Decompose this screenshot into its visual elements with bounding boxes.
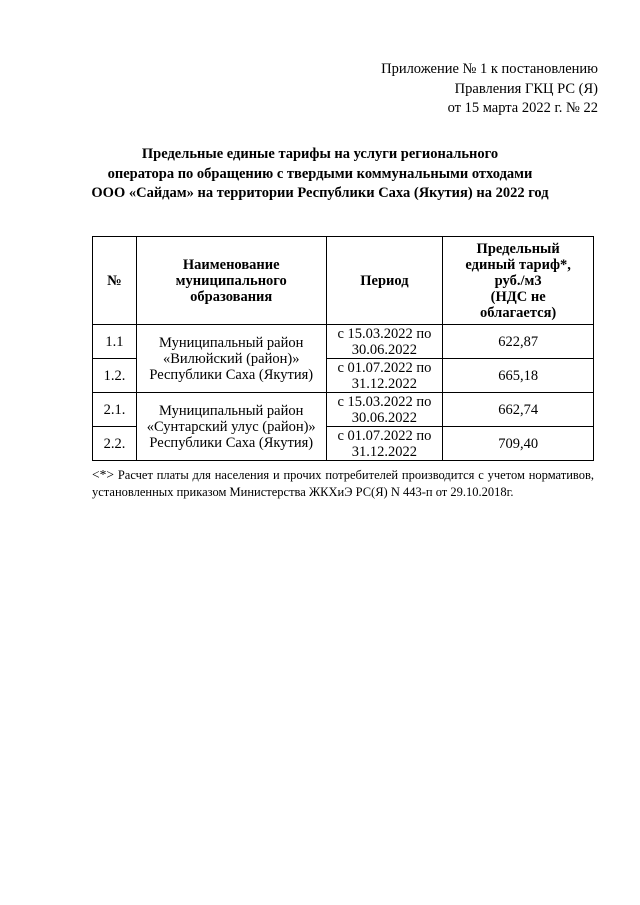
header-text: облагается) xyxy=(480,304,557,321)
header-period: Период xyxy=(326,237,443,325)
header-text: единый тариф*, xyxy=(465,256,571,273)
municipality-text: «Сунтарский улус (район)» xyxy=(146,418,316,435)
tariff-value: 709,40 xyxy=(443,427,594,461)
municipality-text: Республики Саха (Якутия) xyxy=(149,434,314,451)
municipality-cell xyxy=(136,393,326,461)
header-municipality xyxy=(136,237,326,325)
period-text: 30.06.2022 xyxy=(351,341,418,358)
tariff-table xyxy=(92,236,594,461)
footnote-mark: <*> xyxy=(92,467,114,482)
period-text: 31.12.2022 xyxy=(351,443,418,460)
row-number: 2.2. xyxy=(93,427,137,461)
municipality-text: Муниципальный район xyxy=(159,402,304,419)
period-cell xyxy=(326,359,443,393)
tariff-value: 665,18 xyxy=(443,359,594,393)
appendix-line: Правления ГКЦ РС (Я) xyxy=(454,80,598,97)
table-row xyxy=(93,325,594,359)
period-cell xyxy=(326,427,443,461)
municipality-text: Муниципальный район xyxy=(159,334,304,351)
appendix-reference xyxy=(381,60,598,119)
period-text: с 15.03.2022 по xyxy=(337,325,432,342)
period-cell xyxy=(326,393,443,427)
header-text: Наименование xyxy=(182,256,280,273)
tariff-value: 662,74 xyxy=(443,393,594,427)
footnote-text: Расчет платы для населения и прочих потребителей производится с учетом нормативов, установленных приказом Министерства ЖКХиЭ РС(Я) N 443-п от 29.10.2018г. xyxy=(92,468,595,499)
row-number: 2.1. xyxy=(93,393,137,427)
header-text: образования xyxy=(190,288,273,305)
table-header-row xyxy=(93,237,594,325)
period-text: с 01.07.2022 по xyxy=(337,359,432,376)
document-title xyxy=(60,145,580,204)
header-text: Предельный xyxy=(476,240,560,257)
row-number: 1.1 xyxy=(93,325,137,359)
title-line: оператора по обращению с твердыми коммунальными отходами xyxy=(107,165,533,182)
period-text: 31.12.2022 xyxy=(351,375,418,392)
header-text: (НДС не xyxy=(490,288,546,305)
tariff-value: 622,87 xyxy=(443,325,594,359)
period-text: 30.06.2022 xyxy=(351,409,418,426)
table-row xyxy=(93,393,594,427)
period-text: с 01.07.2022 по xyxy=(337,427,432,444)
title-line: ООО «Сайдам» на территории Республики Саха (Якутия) на 2022 год xyxy=(91,185,549,201)
header-text: руб./м3 xyxy=(494,272,542,289)
header-tariff xyxy=(443,237,594,325)
title-line: Предельные единые тарифы на услуги регионального xyxy=(141,146,499,162)
municipality-text: Республики Саха (Якутия) xyxy=(149,366,314,383)
appendix-line: Приложение № 1 к постановлению xyxy=(381,61,598,77)
period-cell xyxy=(326,325,443,359)
header-text: муниципального xyxy=(175,272,287,289)
municipality-text: «Вилюйский (район)» xyxy=(162,350,300,367)
footnote xyxy=(92,466,594,501)
municipality-cell xyxy=(136,325,326,393)
appendix-line: от 15 марта 2022 г. № 22 xyxy=(447,100,598,116)
row-number: 1.2. xyxy=(93,359,137,393)
header-number: № xyxy=(93,237,137,325)
period-text: с 15.03.2022 по xyxy=(337,393,432,410)
